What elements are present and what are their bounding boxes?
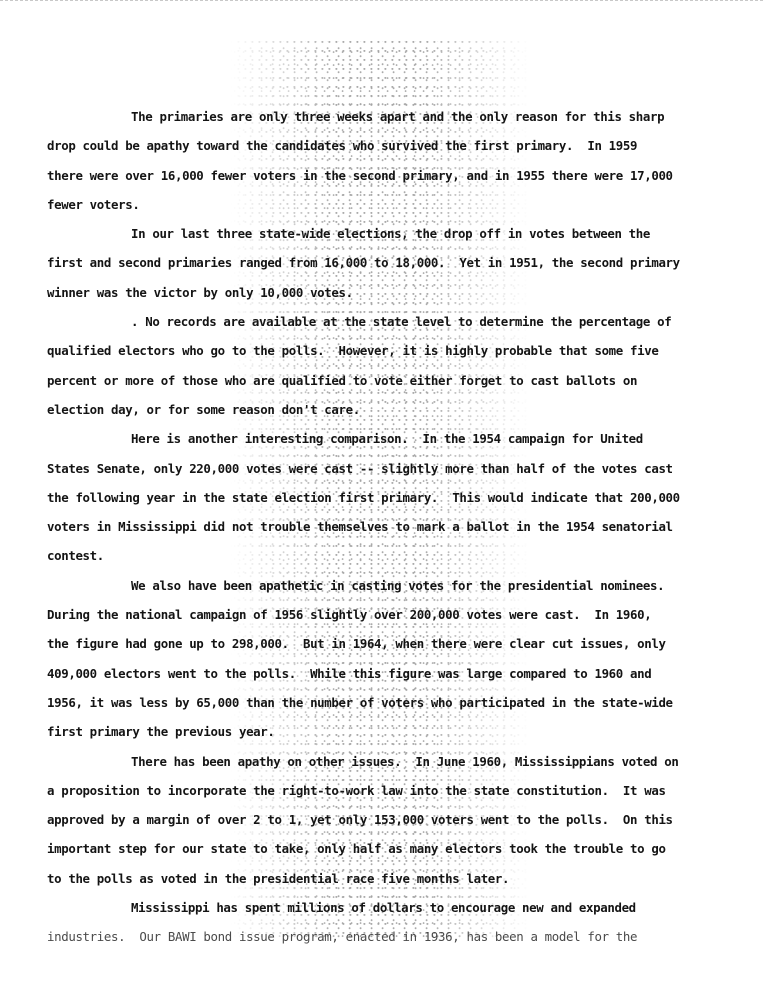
text-line: During the national campaign of 1956 slightly over 200,000 votes were cast. In 1960, [47,607,652,623]
paragraph [47,893,727,952]
text-line: Here is another interesting comparison. In the 1954 campaign for United [131,431,643,447]
text-line: drop could be apathy toward the candidates who survived the first primary. In 1959 [47,138,638,154]
text-line: contest. [47,548,104,564]
paragraph [47,571,727,747]
text-line: first and second primaries ranged from 16,000 to 18,000. Yet in 1951, the second primary [47,255,680,271]
text-line: the following year in the state election first primary. This would indicate that 200,000 [47,489,680,505]
text-line: qualified electors who go to the polls. However, it is highly probable that some five [47,343,659,359]
text-line: The primaries are only three weeks apart and the only reason for this sharp [131,109,665,124]
text-line: There has been apathy on other issues. In June 1960, Mississippians voted on [131,753,679,769]
paragraph [47,307,727,424]
text-line: . No records are available at the state level to determine the percentage of [131,314,672,330]
text-line: fewer voters. [47,196,140,212]
text-line: to the polls as voted in the presidential race five months later. [47,870,510,886]
document-body [47,102,727,952]
paragraph [47,747,727,893]
paragraph [47,219,727,307]
text-line: first primary the previous year. [47,724,275,740]
text-line: approved by a margin of over 2 to 1, yet only 153,000 voters went to the polls. On this [47,812,673,828]
text-line: 1956, it was less by 65,000 than the number of voters who participated in the state-wide [47,694,673,710]
text-line: In our last three state-wide elections, the drop off in votes between the [131,226,651,242]
text-line: 409,000 electors went to the polls. While this figure was large compared to 1960 and [47,665,652,681]
paragraph [47,424,727,570]
text-line: Mississippi has spent millions of dollars to encourage new and expanded [131,900,636,916]
text-line: voters in Mississippi did not trouble themselves to mark a ballot in the 1954 senatorial [47,519,673,535]
paragraph [47,102,727,219]
text-line: important step for our state to take, only half as many electors took the trouble to go [47,841,666,857]
text-line: percent or more of those who are qualified to vote either forget to cast ballots on [47,372,638,388]
text-line: a proposition to incorporate the right-to-work law into the state constitution. It was [47,782,666,798]
text-line: election day, or for some reason don't care. [47,401,360,417]
text-line: winner was the victor by only 10,000 votes. [47,284,353,300]
text-line: the figure had gone up to 298,000. But in 1964, when there were clear cut issues, only [47,636,666,652]
text-line: We also have been apathetic in casting votes for the presidential nominees. [131,577,665,593]
text-line: industries. Our BAWI bond issue program, enacted in 1936, has been a model for the [47,929,638,945]
text-line: there were over 16,000 fewer voters in the second primary, and in 1955 there were 17,000 [47,167,673,183]
text-line: States Senate, only 220,000 votes were cast -- slightly more than half of the votes cast [47,460,673,476]
